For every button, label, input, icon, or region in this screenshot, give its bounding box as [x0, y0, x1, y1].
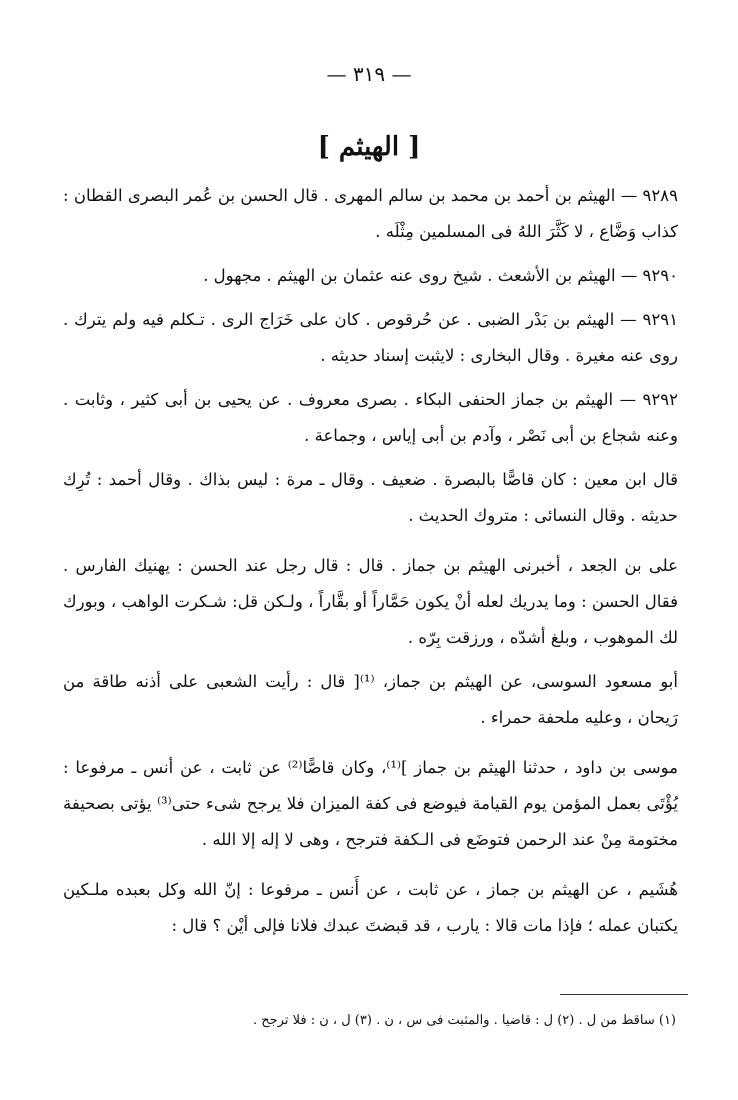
entry-9292-critique: قال ابن معين : كان قاصًّا بالبصرة . ضعيف . وقال ـ مرة : ليس بذاك . وقال أحمد : تُرِك حديثه . وقال النسائى : متروك الحديث . [63, 470, 678, 525]
page-number: — ٣١٩ — [326, 62, 412, 86]
narration-musa-ibn-dawud: موسى بن داود ، حدثنا الهيثم بن جماز ]⁽¹⁾، وكان قاصًّا⁽²⁾ عن ثابت ، عن أنس ـ مرفوعا : يُؤْتَى بعمل المؤمن يوم القيامة فيوضع فى كفة الميزان فلا يرجح شىء حتى⁽³⁾ يؤتى بصحيفة مختومة مِنْ عند الرحمن فتوضَع فى الـكفة فترجح ، وهى لا إله إلا الله . [63, 758, 679, 849]
section-heading: [ الهيثم ] [317, 132, 421, 162]
main-text [63, 178, 678, 952]
entry-9292: ٩٢٩٢ — الهيثم بن جماز الحنفى البكاء . بصرى معروف . عن يحيى بن أبى كثير ، وثابت . وعنه شجاع بن أبى نَصْر ، وآدم بن أبى إياس ، وجماعة . [63, 390, 678, 445]
entry-9289: ٩٢٨٩ — الهيثم بن أحمد بن محمد بن سالم المهرى . قال الحسن بن عُمر البصرى القطان : كذاب وَضَّاع ، لا كَثَّرَ اللهُ فى المسلمين مِثْلَه . [63, 186, 678, 241]
entry-9291: ٩٢٩١ — الهيثم بن بَدْر الضبى . عن حُرقوص . كان على خَرَاج الرى . تـكلم فيه ولم يترك . روى عنه مغيرة . وقال البخارى : لايثبت إسناد حديثه . [63, 310, 678, 365]
footnotes: (١) ساقط من ل . (٢) ل : قاضيا . والمثبت فى س ، ن . (٣) ل ، ن : فلا ترجح . [252, 1013, 676, 1028]
narration-ali-ibn-al-jad: على بن الجعد ، أخبرنى الهيثم بن جماز . قال : قال رجل عند الحسن : يهنيك الفارس . فقال الحسن : وما يدريك لعله أنْ يكون حَمَّاراً أو بقَّاراً ، ولـكن قل: شـكرت الواهب ، وبورك لك الموهوب ، وبلغ أشدّه ، ورزقت بِرّه . [63, 556, 678, 647]
narration-abu-masud: أبو مسعود السوسى، عن الهيثم بن جماز، ⁽¹⁾[ قال : رأيت الشعبى على أذنه طاقة من رَيحان ، وعليه ملحفة حمراء . [63, 672, 678, 727]
footnote-divider [560, 994, 688, 995]
entry-9290: ٩٢٩٠ — الهيثم بن الأشعث . شيخ روى عنه عثمان بن الهيثم . مجهول . [203, 266, 678, 285]
narration-hushaym: هُشَيم ، عن الهيثم بن جماز ، عن ثابت ، عن أَنس ـ مرفوعا : إنّ الله وكل بعبده ملـكين يكتبان عمله ؛ فإذا مات قالا : يارب ، قد قبضتَ عبدك فلانا فإلى أيْن ؟ قال : [63, 880, 679, 935]
